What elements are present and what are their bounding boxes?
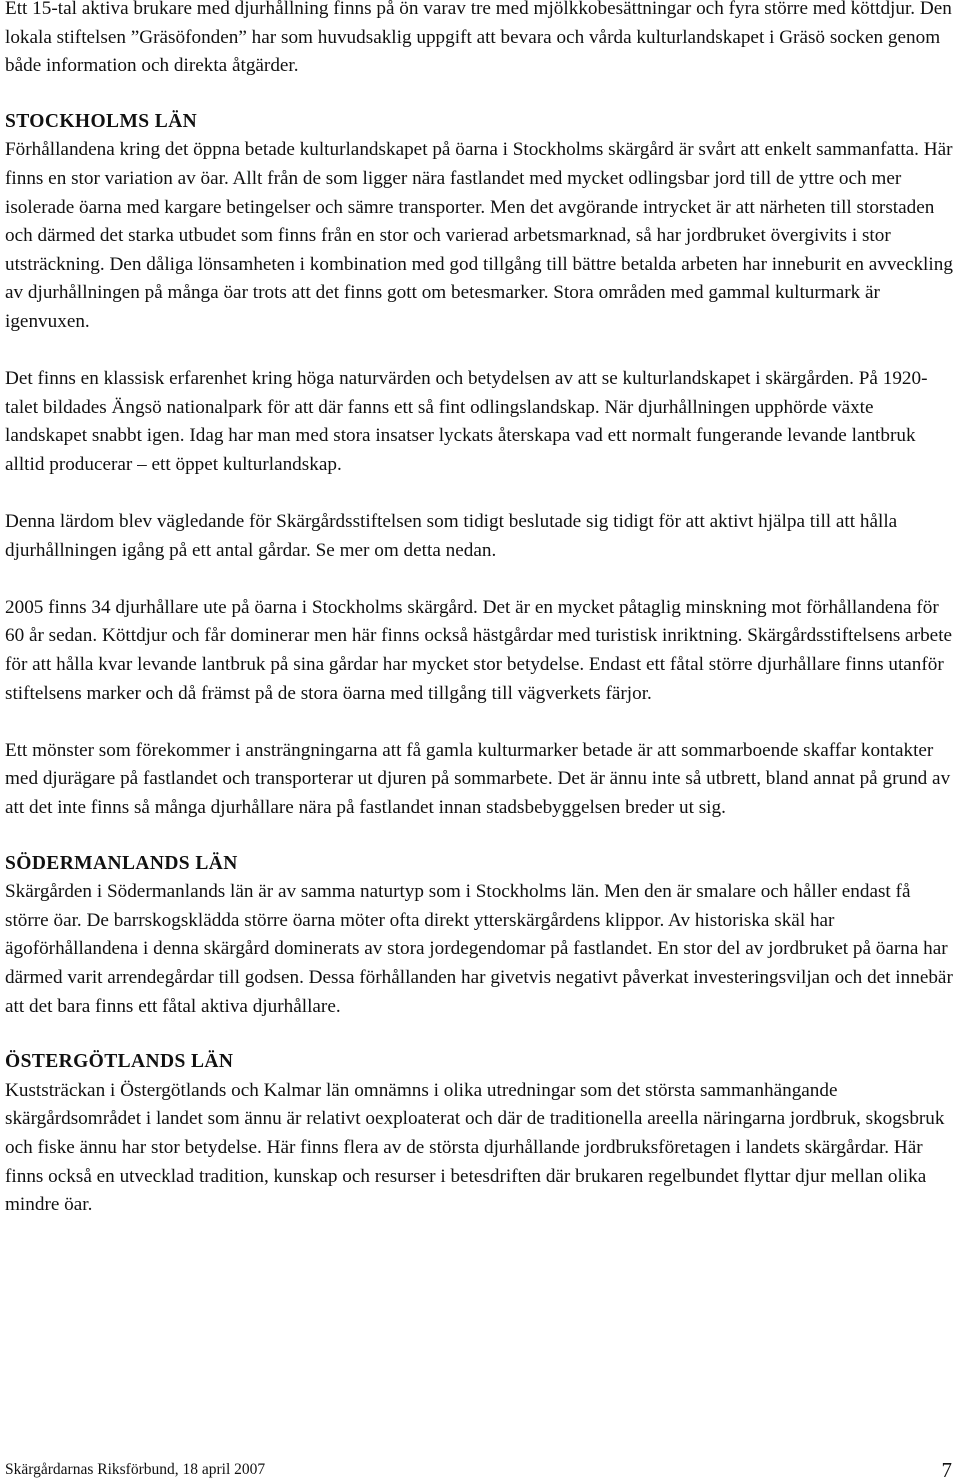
stockholm-paragraph-5: Ett mönster som förekommer i ansträngningarna att få gamla kulturmarker betade är att sommarboende skaffar kontakter med djurägare på fastlandet och transporterar ut djuren på sommarbete. Det är ännu inte så utbrett, bland annat på grund av att det inte finns så många djurhållare nära på fastlandet innan stadsbebyggelsen breder ut sig. [5, 739, 951, 819]
ostergotland-paragraph: Kuststräckan i Östergötlands och Kalmar län omnämns i olika utredningar som det största sammanhängande skärgårdsområdet i landet som ännu är relativt oexploaterat och där de traditionella areella näringarna jordbruk, skogsbruk och fiske ännu har stor betydelse. Här finns flera av de största djurhållande jordbruksföretagen i landets skärgårdar. Här finns också en utvecklad tradition, kunskap och resurser i betesdriften där brukaren regelbundet flyttar djur mellan olika mindre öar. [5, 1079, 945, 1216]
heading-sodermanlands-lan: SÖDERMANLANDS LÄN [5, 852, 238, 874]
page-number: 7 [941, 1458, 952, 1482]
intro-paragraph: Ett 15-tal aktiva brukare med djurhållning finns på ön varav tre med mjölkkobesättningar och fyra större med köttdjur. Den lokala stiftelsen ”Gräsöfonden” har som huvudsaklig uppgift att bevara och vårda kulturlandskapet i Gräsö socken genom både information och direkta åtgärder. [5, 0, 952, 77]
stockholm-paragraph-4: 2005 finns 34 djurhållare ute på öarna i Stockholms skärgård. Det är en mycket påtaglig minskning mot förhållandena för 60 år sedan. Köttdjur och får dominerar men här finns också hästgårdar med turistisk inriktning. Skärgårdsstiftelsens arbete för att hålla kvar levande lantbruk på sina gårdar har mycket stor betydelse. Endast ett fåtal större djurhållare finns utanför stiftelsens marker och då främst på de stora öarna med tillgång till vägverkets färjor. [5, 596, 953, 704]
stockholm-paragraph-3: Denna lärdom blev vägledande för Skärgårdsstiftelsen som tidigt beslutade sig tidigt för att aktivt hjälpa till att hålla djurhållningen igång på ett antal gårdar. Se mer om detta nedan. [5, 511, 898, 561]
document-page [5, 0, 955, 1220]
stockholm-paragraph-1: Förhållandena kring det öppna betade kulturlandskapet på öarna i Stockholms skärgård är svårt att enkelt sammanfatta. Här finns en stor variation av öar. Allt från de som ligger nära fastlandet med mycket odlingsbar jord till de yttre och mer isolerade öarna med kargare betingelser och sämre transporter. Men det avgörande intrycket är att närheten till storstaden och därmed det starka utbudet som finns från en stor och varierad arbetsmarknad, så har jordbruket övergivits i stor utsträckning. Den dåliga lönsamheten i kombination med god tillgång till bättre betalda arbeten har inneburit en avveckling av djurhållningen på många öar trots att det finns gott om betesmarker. Stora områden med gammal kulturmark är igenvuxen. [5, 139, 953, 332]
heading-ostergotlands-lan: ÖSTERGÖTLANDS LÄN [5, 1051, 234, 1073]
heading-stockholms-lan: STOCKHOLMS LÄN [5, 110, 198, 132]
page-footer [5, 1456, 952, 1484]
stockholm-paragraph-2: Det finns en klassisk erfarenhet kring höga naturvärden och betydelsen av att se kulturlandskapet i skärgården. På 1920-talet bildades Ängsö nationalpark för att där fanns ett så fint odlingslandskap. När djurhållningen upphörde växte landskapet snabbt igen. Idag har man med stora insatser lyckats återskapa vad ett normalt fungerande levande lantbruk alltid producerar – ett öppet kulturlandskap. [5, 368, 928, 475]
sodermanland-paragraph: Skärgården i Södermanlands län är av samma naturtyp som i Stockholms län. Men den är smalare och håller endast få större öar. De barrskogsklädda större öarna möter ofta direkt ytterskärgårdens klippor. Av historiska skäl har ägoförhållandena i denna skärgård dominerats av stora jordegendomar på fastlandet. En stor del av jordbruket på öarna har därmed varit arrendegårdar till godsen. Dessa förhållanden har givetvis negativt påverkat investeringsviljan och det innebär att det bara finns ett fåtal aktiva djurhållare. [5, 881, 953, 1017]
footer-text: Skärgårdarnas Riksförbund, 18 april 2007 [5, 1461, 266, 1478]
